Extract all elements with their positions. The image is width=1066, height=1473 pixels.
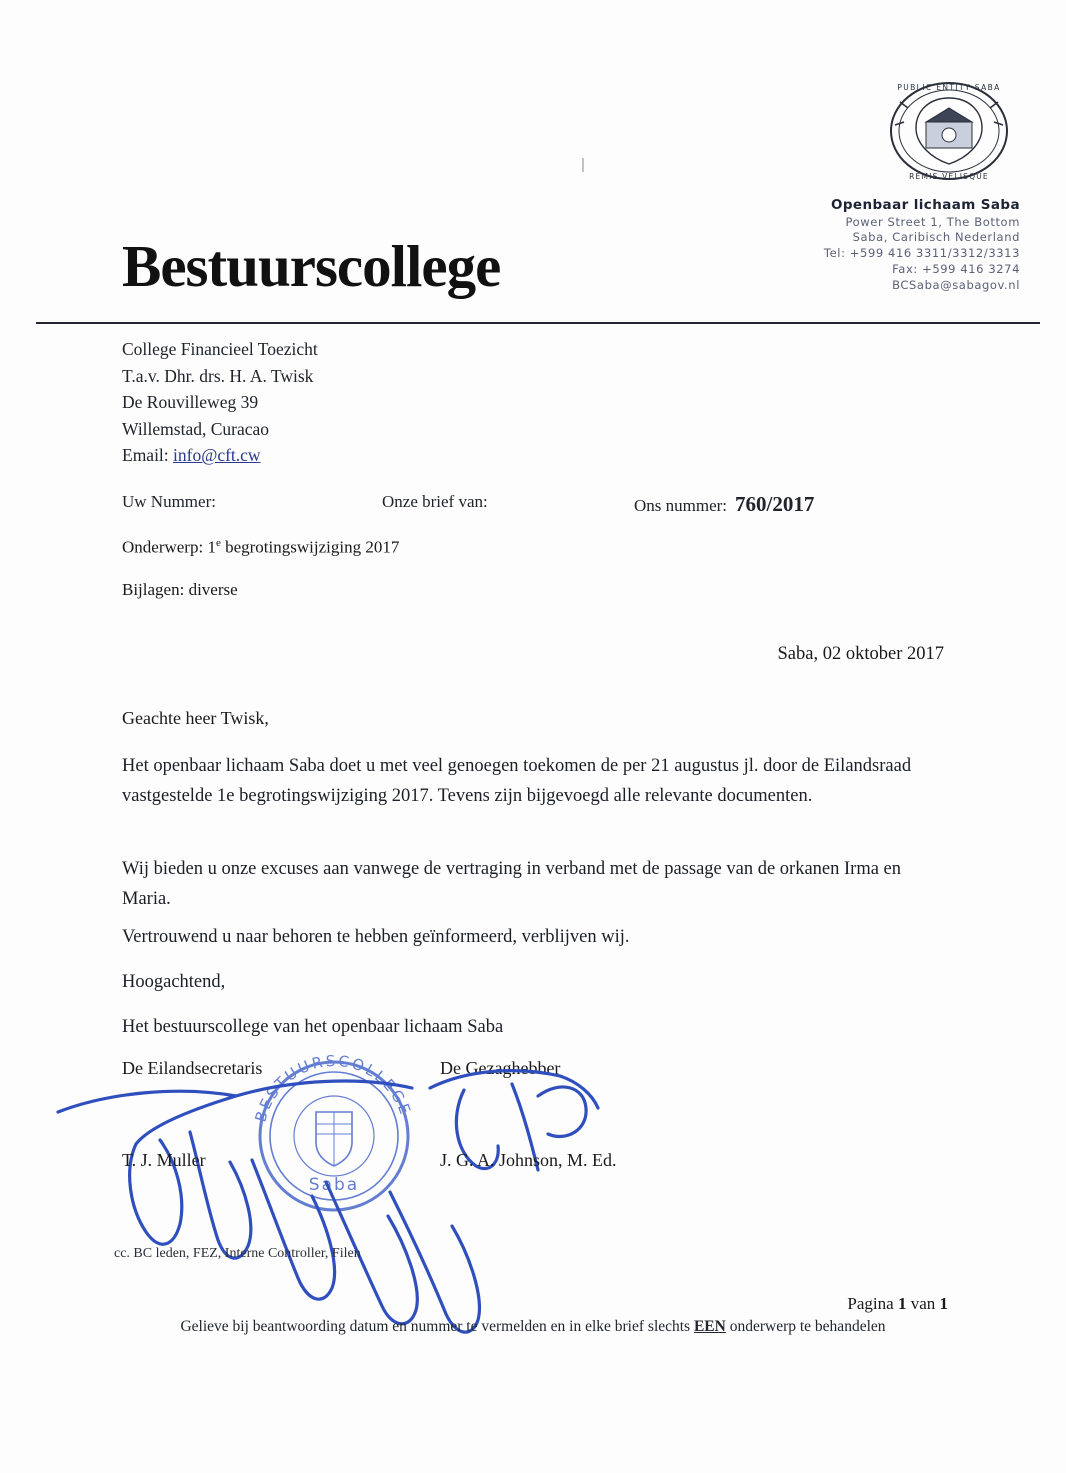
svg-text:BESTUURSCOLLEGE: BESTUURSCOLLEGE <box>251 1051 415 1124</box>
saba-coat-of-arms-icon <box>886 78 1012 184</box>
email-label: Email: <box>122 445 174 466</box>
your-number-label: Uw Nummer: <box>122 492 216 511</box>
attachments-row: Bijlagen: diverse <box>122 580 238 599</box>
footer-note <box>0 1318 1066 1336</box>
addressee-email-row <box>122 442 318 469</box>
our-letter-date-label: Onze brief van: <box>382 492 488 511</box>
page-number <box>0 1294 948 1314</box>
footer-note-after: onderwerp te behandelen <box>725 1318 886 1335</box>
subject-number: 1 <box>207 537 216 557</box>
addressee-line-2: T.a.v. Dhr. drs. H. A. Twisk <box>122 365 314 386</box>
our-number-value: 760/2017 <box>735 492 815 516</box>
scan-artifact <box>582 158 584 172</box>
addressee-line-3: De Rouvilleweg 39 <box>122 392 259 413</box>
addressee-block <box>122 336 318 469</box>
letterhead-address-block <box>640 196 1020 294</box>
footer-note-emphasis: EEN <box>693 1318 726 1335</box>
closing-line: Hoogachtend, <box>122 972 226 992</box>
address-line-2: Saba, Caribisch Nederland <box>852 230 1020 245</box>
signature-name-right: J. G. A. Johnson, M. Ed. <box>440 1150 617 1170</box>
page-prefix: Pagina <box>847 1294 898 1313</box>
address-line-1: Power Street 1, The Bottom <box>845 214 1020 229</box>
salutation: Geachte heer Twisk, <box>122 708 269 728</box>
addressee-line-1: College Financieel Toezicht <box>122 339 318 359</box>
svg-text:REMIS VELISQUE: REMIS VELISQUE <box>909 172 989 181</box>
page-total: 1 <box>939 1294 948 1313</box>
signature-title-left: De Eilandsecretaris <box>122 1058 263 1078</box>
footer-note-before: Gelieve bij beantwoording datum en nummer te vermelden en in elke brief slechts <box>180 1318 694 1335</box>
email-line: BCSaba@sabagov.nl <box>892 278 1020 293</box>
signing-authority-line: Het bestuurscollege van het openbaar lichaam Saba <box>122 1017 504 1037</box>
our-number-label: Ons nummer: <box>634 496 728 515</box>
organisation-name: Openbaar lichaam Saba <box>830 197 1020 213</box>
official-stamp <box>236 1038 432 1234</box>
page-title: Bestuurscollege <box>122 233 501 299</box>
subject-text: begrotingswijziging 2017 <box>220 537 400 557</box>
email-link[interactable]: info@cft.cw <box>173 445 261 466</box>
our-number-group <box>634 492 814 517</box>
signature-name-left: T. J. Muller <box>122 1150 206 1170</box>
svg-text:PUBLIC ENTITY SABA: PUBLIC ENTITY SABA <box>897 83 1001 92</box>
subject-label: Onderwerp: <box>122 537 204 557</box>
page-mid: van <box>906 1294 940 1313</box>
subject-ordinal-suffix: e <box>215 537 221 549</box>
body-paragraph-2: Wij bieden u onze excuses aan vanwege de vertraging in verband met de passage van de orkanen Irma en Maria. <box>122 859 902 909</box>
page-current: 1 <box>897 1294 907 1313</box>
signature-title-right: De Gezaghebber <box>440 1058 561 1078</box>
cc-line: cc. BC leden, FEZ, Interne Controller, Filen <box>114 1246 361 1261</box>
place-and-date: Saba, 02 oktober 2017 <box>777 644 944 664</box>
subject-row <box>122 537 399 558</box>
body-paragraph-1: Het openbaar lichaam Saba doet u met veel genoegen toekomen de per 21 augustus jl. door de Eilandsraad vastgestelde 1e begrotingswijziging 2017. Tevens zijn bijgevoegd alle relevante documenten. <box>122 756 912 806</box>
body-paragraph-3: Vertrouwend u naar behoren te hebben geïnformeerd, verblijven wij. <box>122 927 630 947</box>
addressee-line-4: Willemstad, Curacao <box>122 418 270 439</box>
svg-text:Saba: Saba <box>308 1175 360 1195</box>
fax-line: Fax: +599 416 3274 <box>892 262 1020 277</box>
header-divider <box>36 322 1040 324</box>
phone-line: Tel: +599 416 3311/3312/3313 <box>823 246 1020 261</box>
